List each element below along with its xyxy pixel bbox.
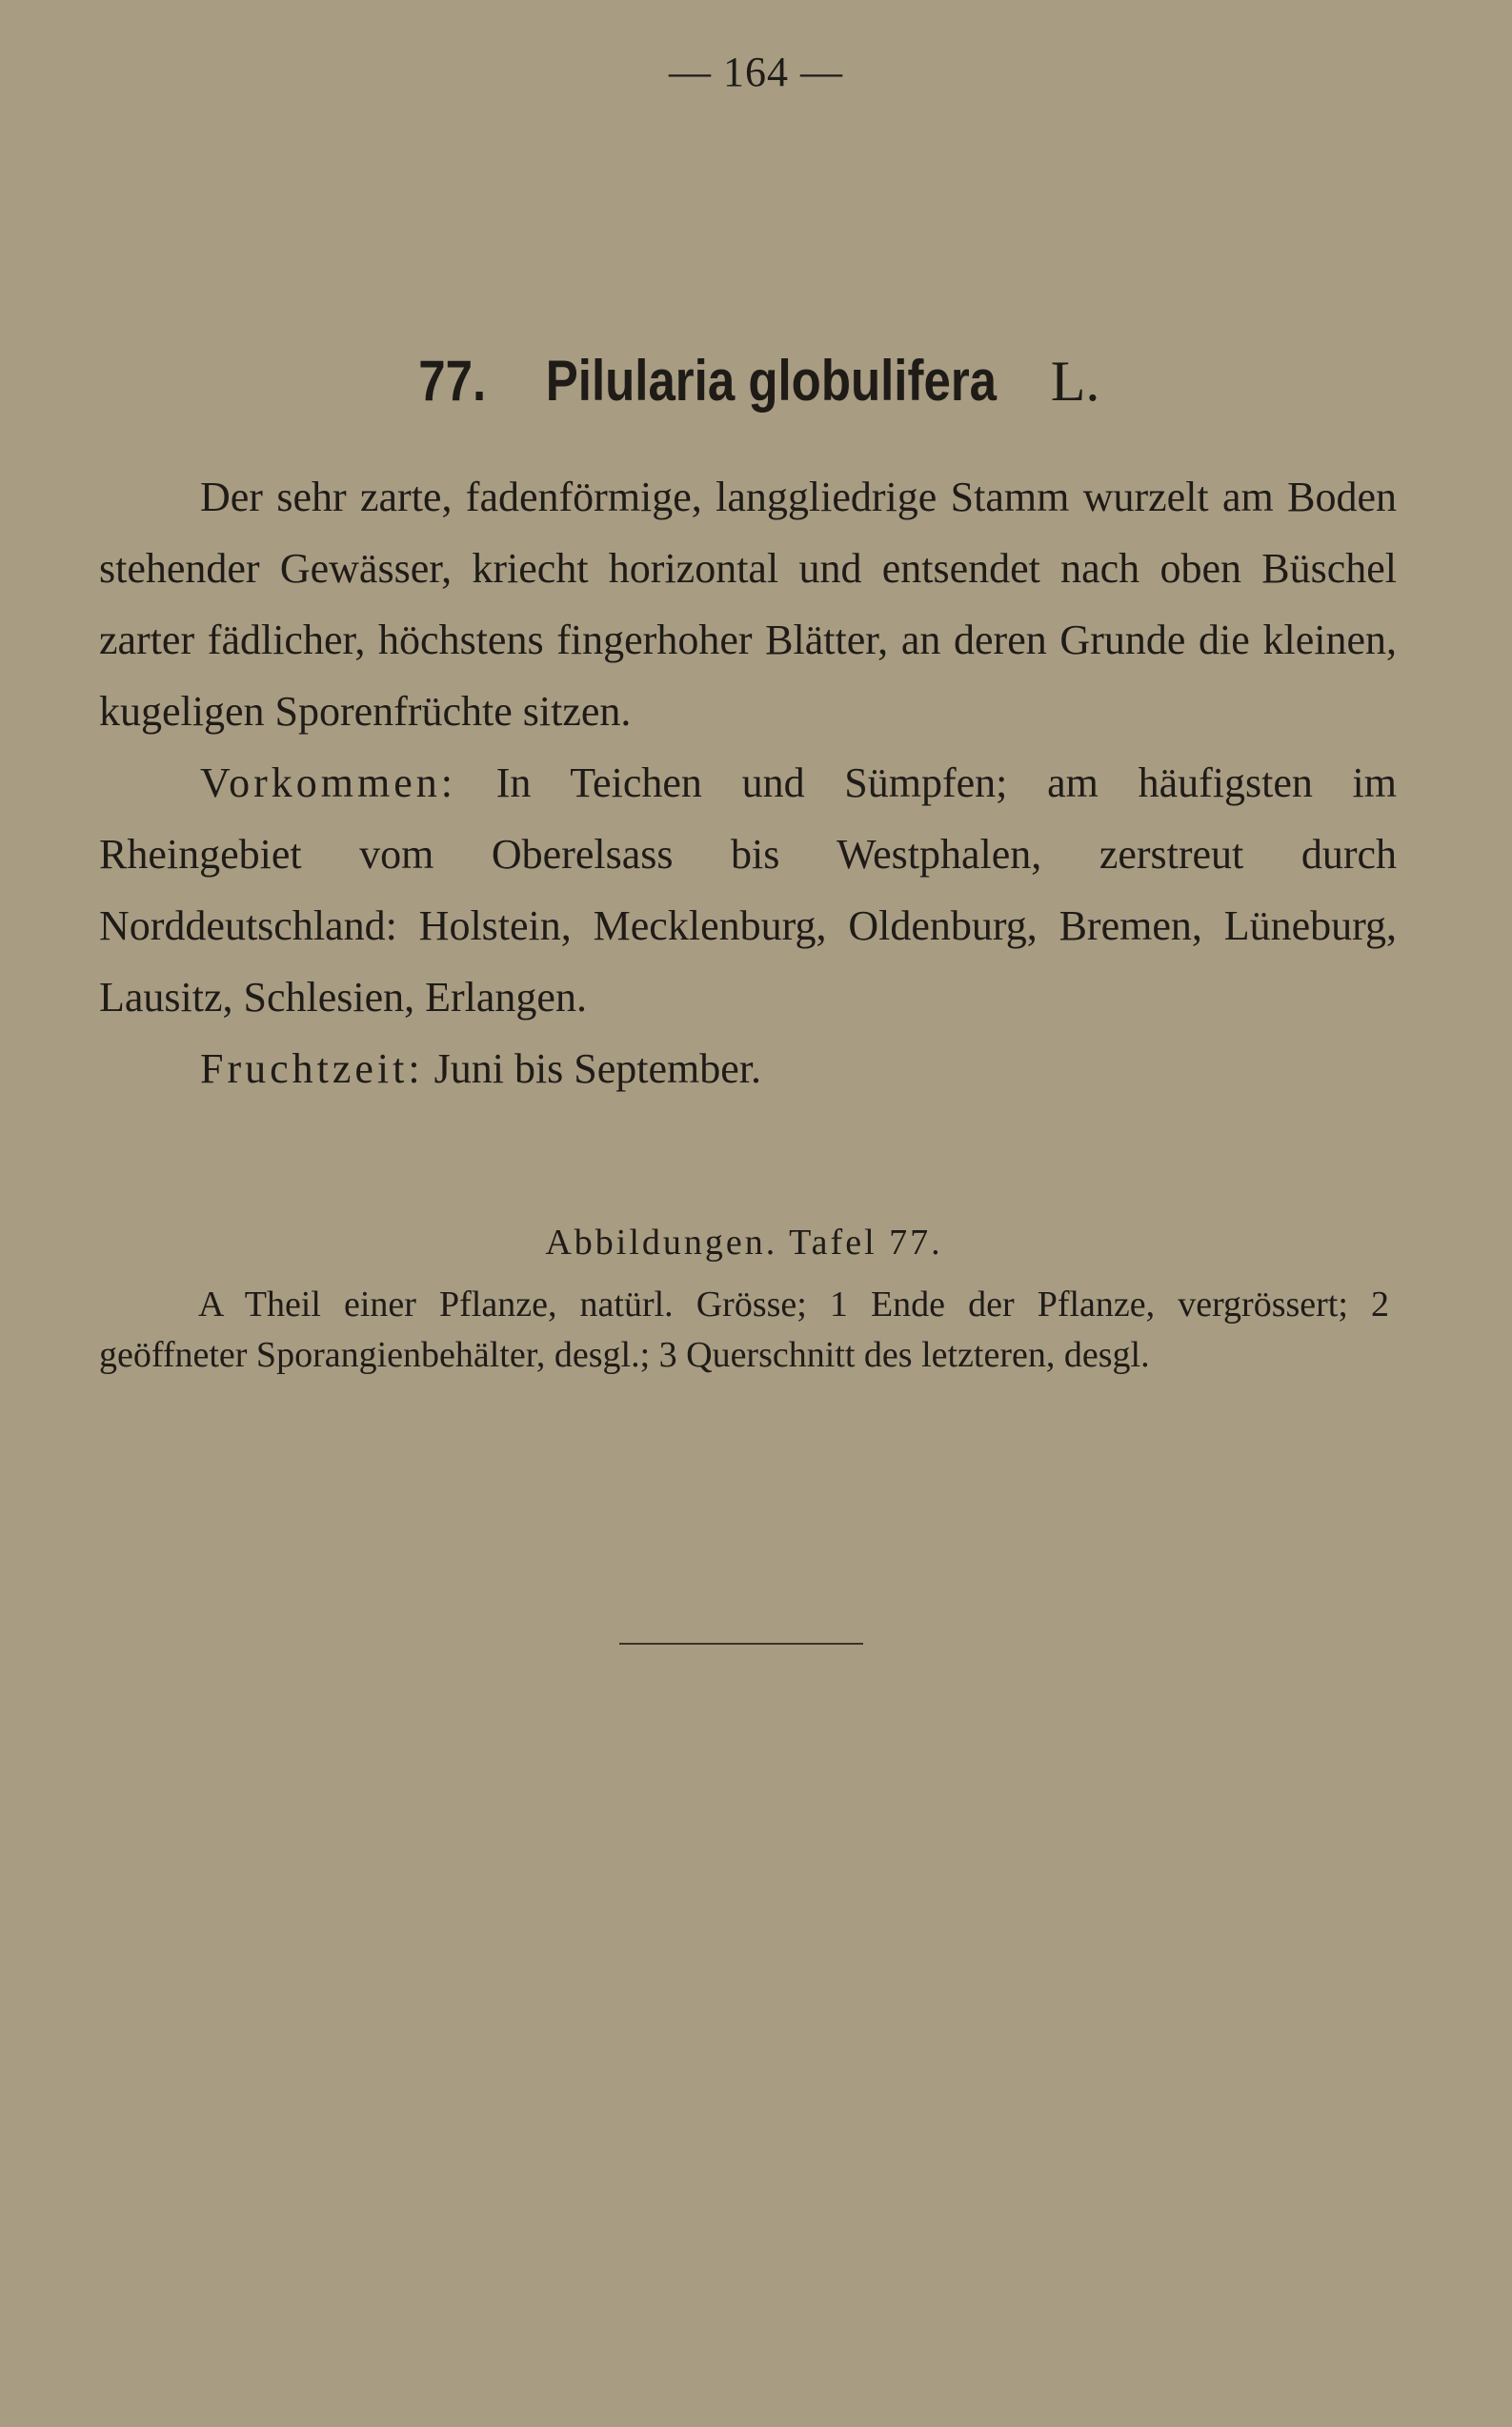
species-author: L. [1050, 350, 1100, 413]
occurrence-text: In Teichen und Sümpfen; am häufigsten im Rheingebiet vom Oberelsass bis Westphalen, zerstreut durch Norddeutschland: Holstein, Mecklenburg, Oldenburg, Bremen, Lüneburg, Lausitz, Schlesien, Erlangen. [99, 759, 1398, 1021]
occurrence-paragraph [99, 747, 1397, 1033]
figure-caption-text: A Theil einer Pflanze, natürl. Grösse; 1 Ende der Pflanze, vergrössert; 2 geöffneter Sporangienbehälter, desgl.; 3 Querschnitt des letzteren, desgl. [99, 1284, 1389, 1375]
fruiting-label: Fruchtzeit: [200, 1045, 424, 1092]
figure-caption-block [99, 1218, 1389, 1381]
species-description-block [99, 461, 1397, 1104]
figure-title-label: Abbildungen. [545, 1223, 778, 1263]
figure-plate-label: Tafel 77. [789, 1223, 943, 1263]
species-heading [0, 343, 1512, 419]
description-paragraph: Der sehr zarte, fadenförmige, langgliedrige Stamm wurzelt am Boden stehender Gewässer, kriecht horizontal und entsendet nach oben Büschel zarter fädlicher, höchstens fingerhoher Blätter, an deren Grunde die kleinen, kugeligen Sporenfrüchte sitzen. [99, 474, 1397, 735]
fruiting-paragraph [99, 1033, 1397, 1104]
species-number: 77. [417, 349, 486, 413]
section-divider [619, 1643, 863, 1645]
figure-caption-title [99, 1218, 1389, 1268]
page-number: — 164 — [669, 49, 843, 95]
fruiting-text: Juni bis September. [433, 1045, 762, 1092]
species-name: Pilularia globulifera [545, 349, 998, 413]
occurrence-label: Vorkommen: [200, 759, 456, 806]
